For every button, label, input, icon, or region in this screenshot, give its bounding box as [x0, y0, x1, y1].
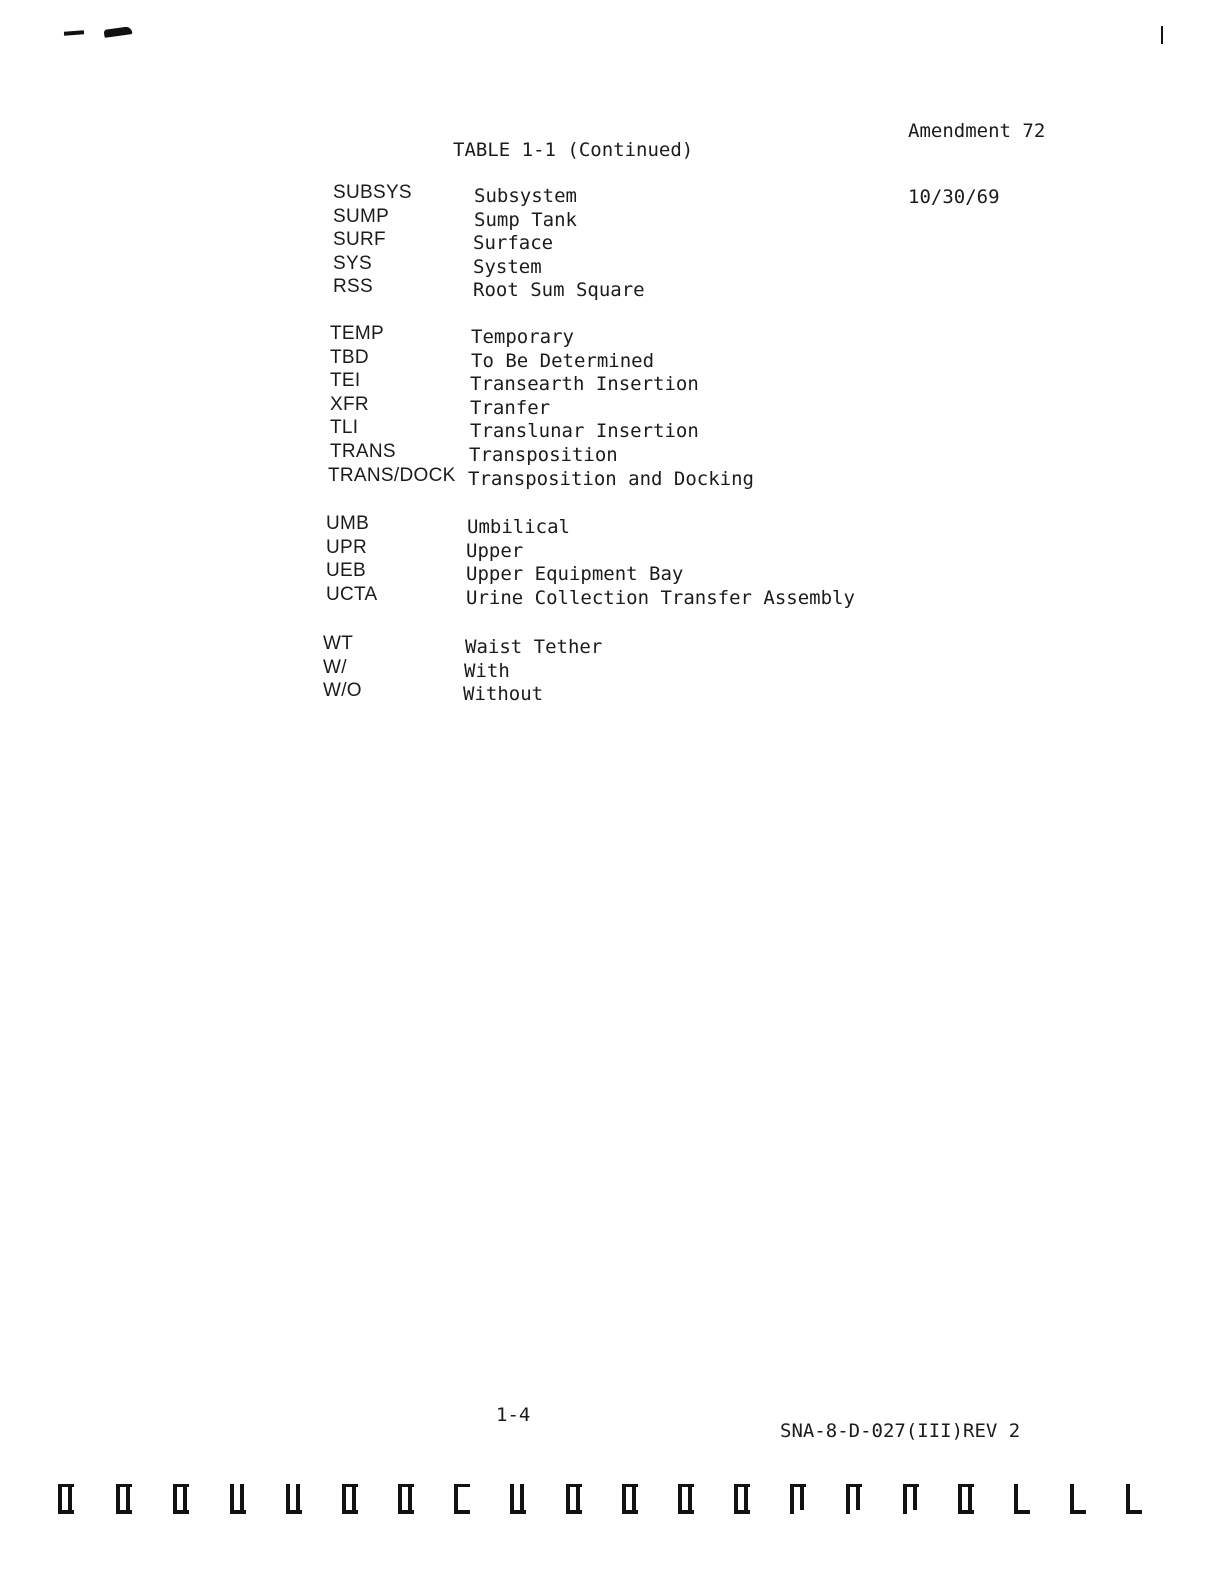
- definition: Urine Collection Transfer Assembly: [466, 586, 855, 609]
- page-number: 1-4: [496, 1404, 531, 1426]
- binder-mark: [734, 1484, 750, 1514]
- amendment-date: 10/30/69: [908, 186, 1000, 208]
- binder-mark: [286, 1484, 302, 1514]
- abbreviation: TRANS/DOCK: [328, 464, 456, 486]
- definition: With: [464, 659, 510, 682]
- abbreviation: TEI: [330, 370, 361, 392]
- definition: Transposition and Docking: [468, 467, 754, 490]
- definition: Transposition: [469, 443, 618, 466]
- definition: Translunar Insertion: [470, 420, 699, 443]
- abbreviation: TRANS: [330, 440, 396, 462]
- binder-mark: [566, 1484, 582, 1514]
- binder-mark: [58, 1484, 74, 1514]
- abbreviation: SYS: [333, 252, 372, 274]
- abbreviation: WT: [323, 633, 354, 654]
- amendment-label: Amendment 72: [908, 120, 1046, 142]
- abbreviation: SURF: [333, 229, 386, 251]
- binder-mark-strip: [58, 1484, 1158, 1518]
- abbreviation: RSS: [333, 276, 373, 298]
- abbreviation: UCTA: [326, 583, 378, 605]
- abbreviation: SUMP: [333, 205, 390, 227]
- binder-mark: [678, 1484, 694, 1514]
- definition: Surface: [473, 232, 554, 255]
- table-title: TABLE 1-1 (Continued): [453, 139, 694, 161]
- scan-mark: [104, 26, 133, 38]
- binder-mark: [790, 1484, 806, 1514]
- binder-mark: [116, 1484, 132, 1514]
- abbreviation: UPR: [326, 536, 368, 558]
- definition: Upper: [466, 539, 524, 562]
- definition: Waist Tether: [465, 636, 603, 658]
- amendment-block: [908, 76, 1045, 252]
- binder-mark: [622, 1484, 638, 1514]
- binder-mark: [173, 1484, 189, 1514]
- definition: Umbilical: [467, 516, 570, 538]
- definition: System: [473, 255, 542, 278]
- definition: Transearth Insertion: [470, 373, 699, 396]
- binder-mark: [230, 1484, 246, 1514]
- binder-mark: [454, 1484, 470, 1514]
- abbreviation: TBD: [330, 346, 369, 368]
- definition: Tranfer: [470, 396, 551, 419]
- binder-mark: [903, 1484, 919, 1514]
- definition: Sump Tank: [474, 208, 577, 231]
- binder-mark: [342, 1484, 358, 1514]
- binder-mark: [958, 1484, 974, 1514]
- binder-mark: [1014, 1484, 1030, 1514]
- abbreviation: UMB: [326, 513, 370, 534]
- abbreviation: TEMP: [330, 323, 384, 344]
- scan-mark: [1161, 26, 1163, 44]
- binder-mark: [1070, 1484, 1086, 1514]
- definition: Without: [463, 683, 544, 706]
- definition: To Be Determined: [471, 349, 655, 372]
- abbreviation: UEB: [326, 560, 366, 582]
- document-id: SNA-8-D-027(III)REV 2: [780, 1420, 1021, 1442]
- definition: Temporary: [471, 326, 574, 348]
- scan-mark: [64, 30, 84, 35]
- abbreviation: TLI: [330, 417, 359, 439]
- binder-mark: [398, 1484, 414, 1514]
- binder-mark: [846, 1484, 862, 1514]
- abbreviation: SUBSYS: [333, 182, 412, 203]
- abbreviation: W/: [323, 656, 347, 678]
- abbreviation: XFR: [330, 393, 369, 415]
- definition: Subsystem: [474, 185, 577, 207]
- definition: Root Sum Square: [473, 279, 645, 302]
- binder-mark: [510, 1484, 526, 1514]
- binder-mark: [1126, 1484, 1142, 1514]
- definition: Upper Equipment Bay: [466, 563, 684, 586]
- abbreviation: W/O: [323, 680, 362, 702]
